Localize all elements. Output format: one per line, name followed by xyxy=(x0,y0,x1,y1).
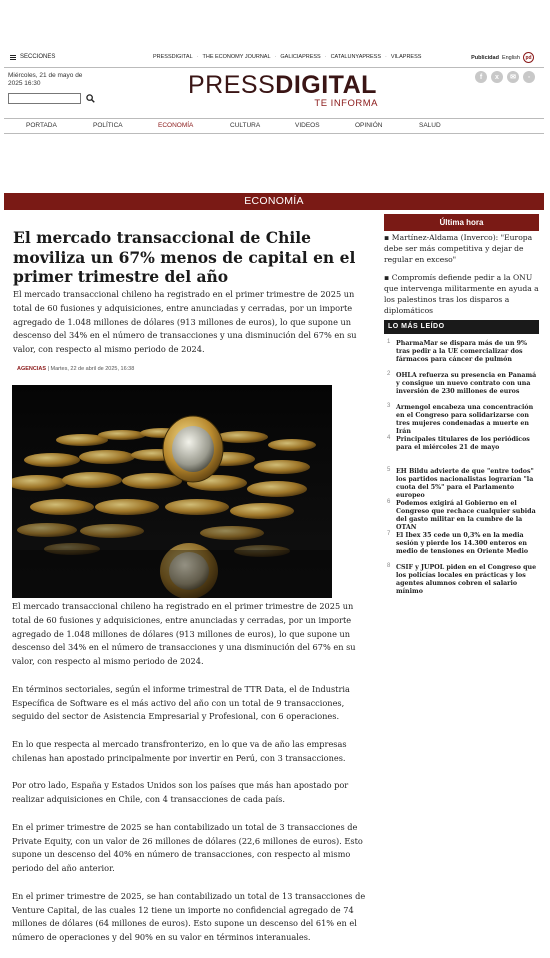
ultima-hora-item[interactable]: ▪ Compromís defiende pedir a la ONU que intervenga militarmente en ayuda a los palestinos tras los disparos a diplomáticos xyxy=(384,273,539,315)
article-photo xyxy=(12,385,332,598)
pd-badge-icon[interactable]: pd xyxy=(523,52,534,63)
instagram-icon[interactable]: ◦ xyxy=(523,71,535,83)
article-paragraph: En el primer trimestre de 2025 se han contabilizado un total de 3 transacciones de Private Equity, con un valor de 26 millones de dólares (22,6 millones de euros). Esto supone un descenso del 40% en número de transacciones, con respecto al mismo periodo del año anterior. xyxy=(12,821,363,874)
article-paragraph: Por otro lado, España y Estados Unidos son los países que más han apostado por realizar adquisiciones en Chile, con 4 transacciones de cada país. xyxy=(12,780,349,805)
ultima-hora-heading: Última hora xyxy=(384,214,539,231)
mas-leido-item[interactable]: 8 CSIF y JUPOL piden en el Congreso que los policías locales en prácticas y los agentes alumnos cobren el salario mínimo xyxy=(387,563,537,595)
article-body xyxy=(12,600,374,958)
article-byline xyxy=(17,366,134,372)
main-nav xyxy=(4,119,544,133)
nav-videos[interactable]: VIDEOS xyxy=(295,122,320,129)
site-link-galiciapress[interactable]: GALICIAPRESS xyxy=(280,54,321,60)
search-input[interactable] xyxy=(8,93,81,104)
nav-opinion[interactable]: OPINIÓN xyxy=(355,122,383,129)
mas-leido-item[interactable]: 1 PharmaMar se dispara más de un 9% tras pedir a la UE comercializar dos fármacos para cáncer de pulmón xyxy=(387,339,527,363)
current-date: Miércoles, 21 de mayo de 2025 16:30 xyxy=(8,72,83,87)
secciones-menu-button[interactable] xyxy=(10,54,55,60)
site-link-economy-journal[interactable]: THE ECONOMY JOURNAL xyxy=(202,54,271,60)
mas-leido-item[interactable]: 7 El Ibex 35 cede un 0,3% en la media sesión y pierde los 14.300 enteros en medio de tensiones en Oriente Medio xyxy=(387,531,529,555)
article-title: El mercado transaccional de Chile moviliza un 67% menos de capital en el primer trimestre del año xyxy=(13,228,356,286)
publicidad-link[interactable]: Publicidad xyxy=(471,54,499,61)
section-banner[interactable]: ECONOMÍA xyxy=(4,193,544,210)
mas-leido-item[interactable]: 2 OHLA refuerza su presencia en Panamá y consigue un nuevo contrato con una inversión de 230 millones de euros xyxy=(387,371,537,395)
ultima-hora-list[interactable] xyxy=(384,232,539,331)
nav-economia[interactable]: ECONOMÍA xyxy=(158,122,194,129)
x-twitter-icon[interactable]: x xyxy=(491,71,503,83)
site-link-vilapress[interactable]: VILAPRESS xyxy=(390,54,422,60)
top-right-links xyxy=(471,52,534,63)
nav-politica[interactable]: POLÍTICA xyxy=(93,122,123,129)
top-bar xyxy=(0,50,550,66)
mas-leido-item[interactable]: 5 EH Bildu advierte de que "entre todos" los partidos nacionalistas lograrían "la cuota del 5%" para el Parlamento europeo xyxy=(387,467,534,499)
english-link[interactable]: English xyxy=(501,54,520,61)
mail-icon[interactable]: ✉ xyxy=(507,71,519,83)
article-date: | Martes, 22 de abril de 2025, 16:38 xyxy=(47,366,135,372)
network-sites: PRESSDIGITAL · THE ECONOMY JOURNAL · GALICIAPRESS · CATALUNYAPRESS · VILAPRESS xyxy=(153,54,422,60)
mas-leido-item[interactable]: 3 Armengol encabeza una concentración en el Congreso para solidarizarse con tres mujeres condenadas a muerte en Irán xyxy=(387,403,534,435)
site-logo[interactable] xyxy=(188,72,378,112)
site-link-pressdigital[interactable]: PRESSDIGITAL xyxy=(153,54,193,60)
social-links xyxy=(475,71,535,83)
ultima-hora-item[interactable]: ▪ Martínez-Aldama (Inverco): "Europa debe ser más competitiva y dejar de regular en exceso" xyxy=(384,233,533,264)
secciones-label: SECCIONES xyxy=(20,54,56,60)
mas-leido-item[interactable]: 4 Principales titulares de los periódicos para el miércoles 21 de mayo xyxy=(387,435,530,451)
mas-leido-heading: LO MÁS LEÍDO xyxy=(384,320,539,334)
article-lead: El mercado transaccional chileno ha registrado en el primer trimestre de 2025 un total de 60 fusiones y adquisiciones, entre anunciadas y cerradas, por un importe agregado de 1.048 millones de dólares (913 millones de euros), lo que supone un descenso del 34% en el número de transacciones y una disminución del 67% en su valor, con respecto al mismo periodo de 2024. xyxy=(13,289,357,355)
site-link-catalunyapress[interactable]: CATALUNYAPRESS xyxy=(330,54,382,60)
nav-salud[interactable]: SALUD xyxy=(419,122,441,129)
coins-image xyxy=(12,385,332,598)
nav-cultura[interactable]: CULTURA xyxy=(230,122,261,129)
article-author[interactable]: AGENCIAS xyxy=(17,366,47,372)
search-icon[interactable] xyxy=(86,94,95,103)
article-paragraph: El mercado transaccional chileno ha registrado en el primer trimestre de 2025 un total de 60 fusiones y adquisiciones, entre anunciadas y cerradas, por un importe agregado de 1.048 millones de dólares (913 millones de euros), lo que supone un descenso del 34% en el número de transacciones y una disminución del 67% en su valor, con respecto al mismo periodo de 2024. xyxy=(12,601,356,667)
article-paragraph: En lo que respecta al mercado transfronterizo, en lo que va de año las empresas chilenas han apostado principalmente por invertir en Perú, con 3 transacciones. xyxy=(12,738,347,763)
logo-digital-text: DIGITAL xyxy=(275,71,377,99)
hamburger-icon xyxy=(10,55,16,60)
logo-press-text: PRESS xyxy=(188,71,276,99)
mas-leido-item[interactable]: 6 Podemos exigirá al Gobierno en el Congreso que rechace cualquier subida del gasto militar en la cumbre de la OTAN xyxy=(387,499,536,531)
facebook-icon[interactable]: f xyxy=(475,71,487,83)
article-paragraph: En términos sectoriales, según el informe trimestral de TTR Data, el de Industria Específica de Software es el más activo del año con un total de 9 transacciones, seguido del sector de Asistencia Empresarial y Profesional, con 6 operaciones. xyxy=(12,683,350,722)
divider xyxy=(4,133,544,134)
article-paragraph: En el primer trimestre de 2025, se han contabilizado un total de 13 transacciones de Venture Capital, de las cuales 12 tiene un importe no confidencial agregado de 74 millones de dólares (64 millones de euros). Esto supone un descenso del 61% en el número de operaciones y del 90% en su valor en términos interanuales. xyxy=(12,890,366,943)
mas-leido-list xyxy=(384,340,539,596)
logo-tagline: TE INFORMA xyxy=(314,98,378,109)
divider xyxy=(4,67,544,68)
nav-portada[interactable]: PORTADA xyxy=(26,122,57,129)
